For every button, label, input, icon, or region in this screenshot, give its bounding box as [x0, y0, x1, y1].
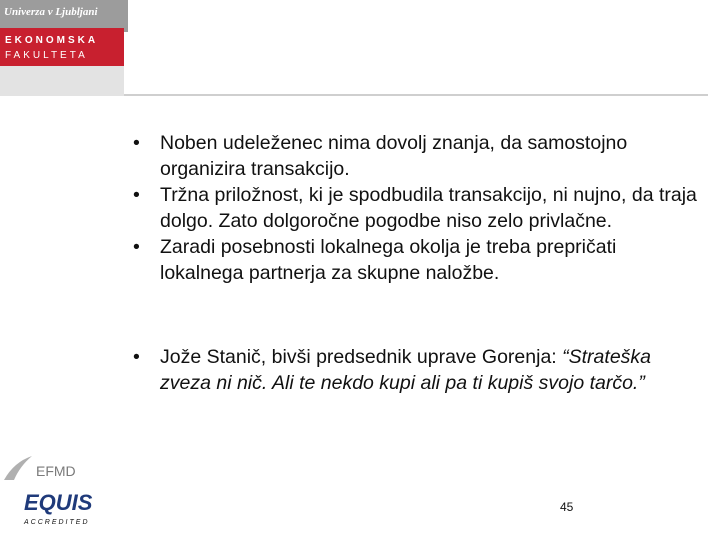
quote-lead: Jože Stanič, bivši predsednik uprave Gorenja:	[160, 346, 563, 368]
header-rule	[124, 94, 708, 96]
equis-label: EQUIS	[24, 490, 93, 515]
logo-university-band	[0, 0, 124, 28]
logo-university-text: Univerza v Ljubljani	[4, 6, 98, 18]
efmd-label: EFMD	[36, 463, 76, 479]
bullet-item-2: • Tržna priložnost, ki je spodbudila transakcijo, ni nujno, da traja dolgo. Zato dolgoročne pogodbe niso zelo privlačne.	[130, 182, 700, 234]
efmd-swoosh-icon	[4, 456, 32, 480]
slide-content	[130, 130, 700, 396]
logo-faculty-line1: EKONOMSKA	[5, 35, 99, 46]
bullet-item-3: • Zaradi posebnosti lokalnega okolja je treba prepričati lokalnega partnerja za skupne naložbe.	[130, 234, 700, 286]
faculty-logo	[0, 0, 124, 96]
logo-bottom-band	[0, 66, 124, 96]
quote-item	[130, 344, 700, 396]
quote-text: “Strateška zveza ni nič. Ali te nekdo kupi ali pa ti kupiš svojo tarčo.”	[160, 346, 652, 394]
accredited-label: ACCREDITED	[24, 519, 90, 526]
quote-list	[130, 344, 700, 396]
bullet-list	[130, 130, 700, 286]
equis-accreditation-logo	[0, 450, 100, 530]
logo-faculty-band	[0, 28, 124, 66]
page-number: 45	[560, 500, 574, 514]
bullet-item-1: • Noben udeleženec nima dovolj znanja, da samostojno organizira transakcijo.	[130, 130, 700, 182]
logo-faculty-line2: FAKULTETA	[5, 50, 88, 61]
header-accent-bar	[124, 0, 128, 32]
